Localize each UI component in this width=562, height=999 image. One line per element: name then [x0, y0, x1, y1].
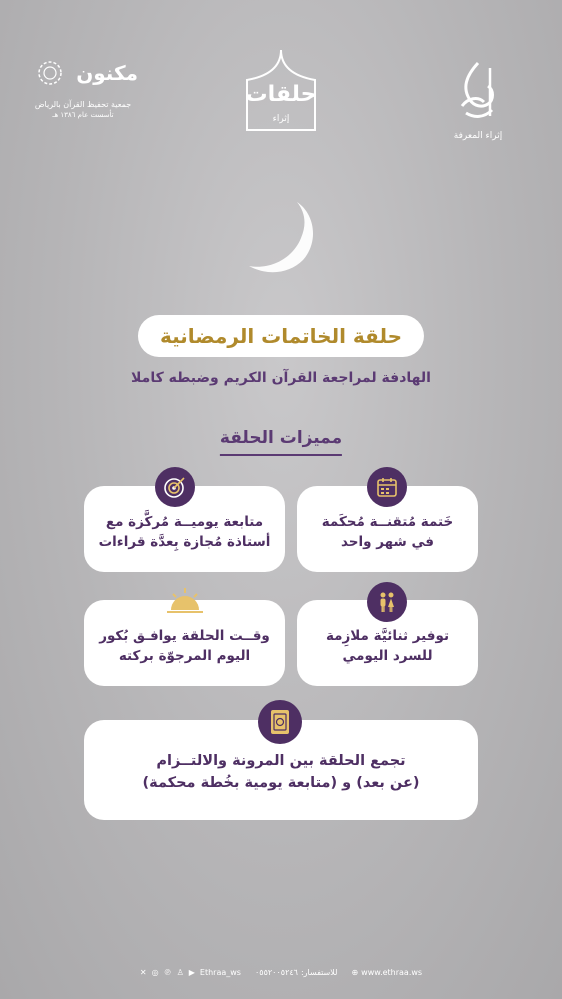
calendar-30-icon	[367, 467, 407, 507]
footer-handle[interactable]: Ethraa_ws	[199, 968, 241, 977]
social-links	[140, 968, 241, 977]
features-heading: مميزات الحلقة	[220, 428, 342, 456]
sunrise-icon	[165, 582, 205, 622]
crescent-moon-icon	[245, 200, 317, 276]
instagram-icon[interactable]: ◎	[151, 968, 159, 977]
ethraa-caption: إثراء المعرفة	[453, 131, 503, 141]
footer-phone[interactable]: ٠٥٥٢٠٠٥٢٤٦	[254, 968, 298, 977]
maknoon-wordmark: مكنون	[76, 61, 138, 85]
feature-text: متابعة يوميــة مُركَّزة مع أستاذة مُجازة بِعدَّة قراءات	[98, 513, 271, 550]
halaqat-wordmark: حلقات	[245, 82, 317, 107]
ethraa-logo	[430, 58, 526, 141]
pinterest-icon[interactable]: ℗	[163, 968, 172, 977]
feature-text: خَتمة مُتقنــة مُحكَمة في شهر واحد	[321, 513, 454, 550]
program-title: حلقة الخاتمات الرمضانية	[138, 315, 424, 357]
target-icon	[155, 467, 195, 507]
footer-website[interactable]: www.ethraa.ws	[361, 968, 423, 977]
feature-text: وقــت الحلقة يوافـق بُكور اليوم المرجوّة بركته	[99, 627, 270, 664]
footer-website-wrap	[351, 968, 422, 977]
maknoon-established: تأسست عام ١٣٨٦ هـ	[52, 111, 114, 119]
snapchat-icon[interactable]: ♙	[176, 968, 184, 977]
feature-text: تجمع الحلقة بين المرونة والالتــزام (عن بعد) و (متابعة يومية بخُطة محكمة)	[142, 753, 420, 791]
halaqat-logo	[236, 46, 326, 136]
globe-icon: ⊕	[351, 968, 359, 977]
feature-text: توفير ثنائيَّة ملازِمة للسرد اليومي	[325, 627, 450, 664]
program-subtitle: الهادفة لمراجعة القرآن الكريم وضبطه كاملا	[131, 370, 431, 386]
footer-bar	[0, 968, 562, 977]
maknoon-logo	[28, 60, 138, 119]
maknoon-caption: جمعية تحفيظ القرآن بالرياض	[34, 100, 132, 109]
footer-contact-label: للاستفسار:	[300, 968, 338, 977]
footer-contact	[255, 968, 337, 977]
rosette-icon	[37, 60, 63, 86]
pair-people-icon	[367, 582, 407, 622]
quran-book-icon	[258, 700, 302, 744]
x-icon[interactable]: ✕	[139, 968, 147, 977]
ethraa-calligraphy-icon	[448, 58, 508, 128]
youtube-icon[interactable]: ▶	[188, 968, 195, 977]
halaqat-caption: إثراء	[272, 114, 290, 124]
